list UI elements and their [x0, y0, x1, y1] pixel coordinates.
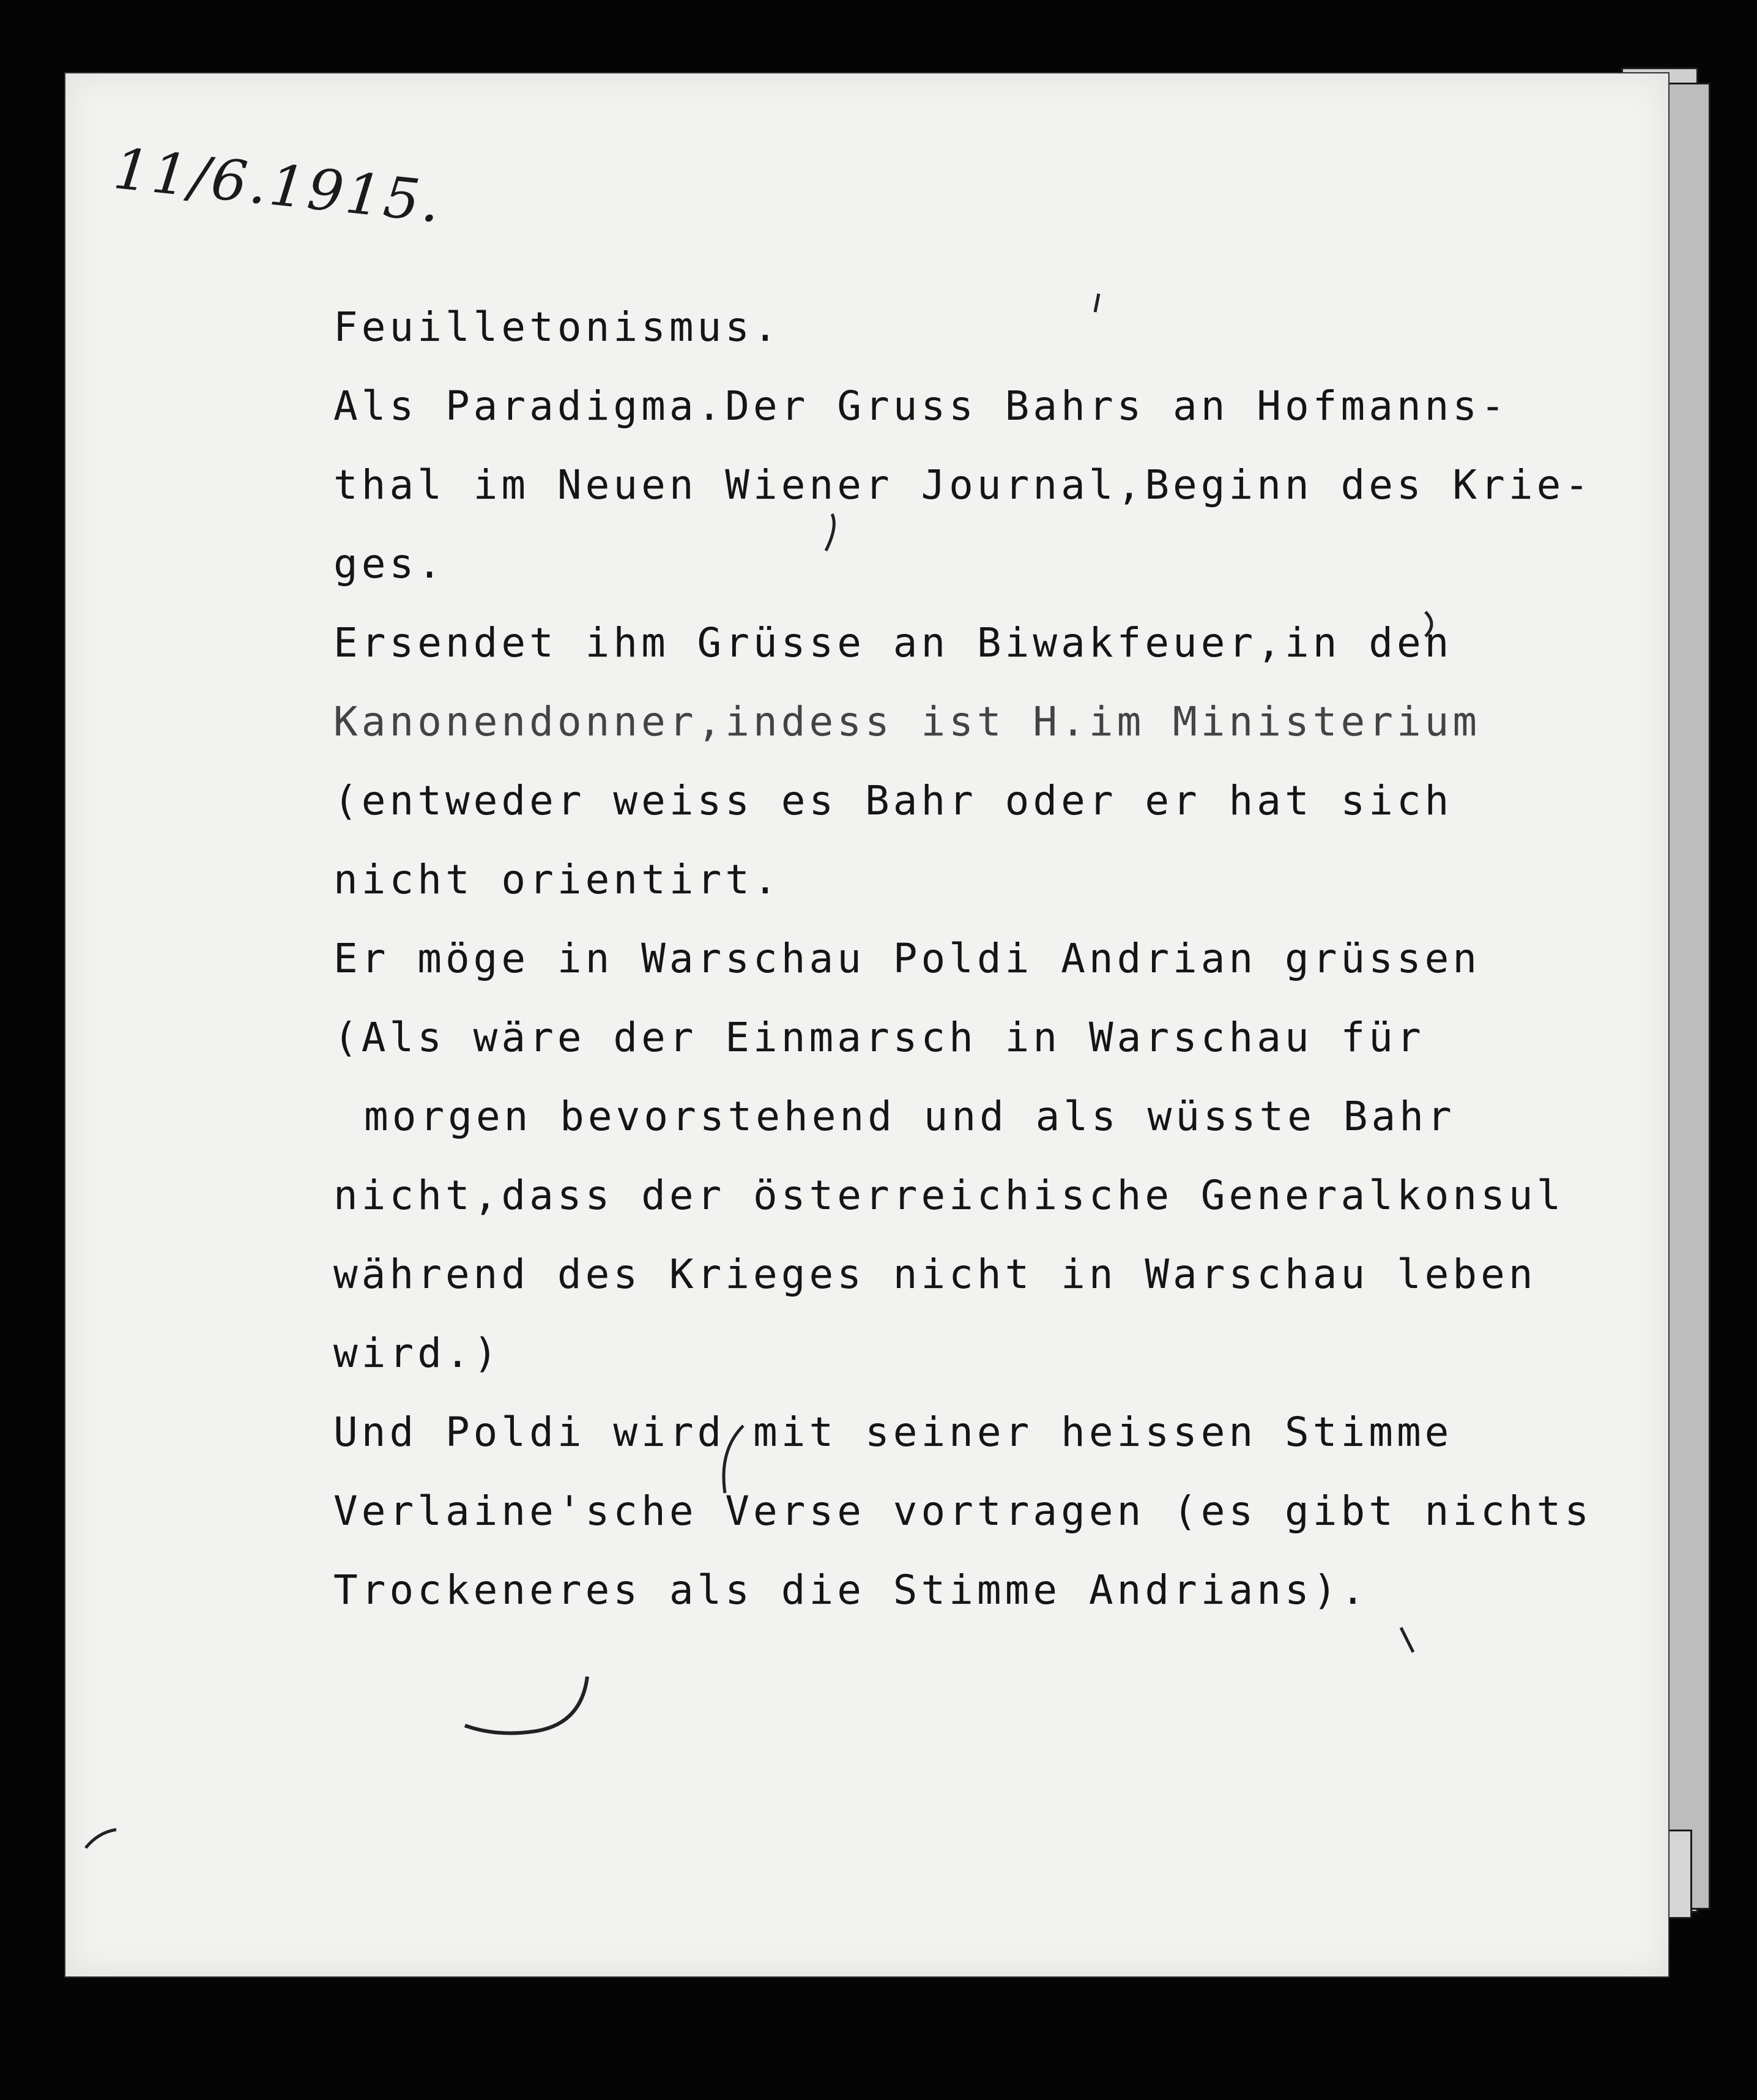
text-line: Feuilletonismus. [333, 303, 781, 351]
text-line: Kanonendonner,indess ist H.im Ministerium [333, 698, 1481, 745]
text-line: Er möge in Warschau Poldi Andrian grüssen [333, 935, 1481, 982]
text-line: nicht,dass der österreichische Generalkonsul [333, 1172, 1565, 1219]
text-line: (Als wäre der Einmarsch in Warschau für [333, 1014, 1425, 1061]
text-line: wird.) [333, 1330, 502, 1377]
text-line: Verlaine'sche Verse vortragen (es gibt nichts [333, 1488, 1593, 1535]
text-line: morgen bevorstehend und als wüsste Bahr [364, 1093, 1455, 1140]
text-line: Trockeneres als die Stimme Andrians). [333, 1566, 1369, 1614]
handwritten-date: 11/6.1915. [110, 136, 446, 236]
text-line: ges. [333, 540, 445, 587]
text-line: während des Krieges nicht in Warschau leben [333, 1251, 1537, 1298]
text-line: thal im Neuen Wiener Journal,Beginn des Krie- [333, 461, 1593, 508]
typed-text-block [333, 288, 1618, 1629]
text-line: (entweder weiss es Bahr oder er hat sich [333, 777, 1453, 824]
text-line: Als Paradigma.Der Gruss Bahrs an Hofmanns- [333, 382, 1509, 430]
text-line: Und Poldi wird mit seiner heissen Stimme [333, 1409, 1453, 1456]
text-line: Ersendet ihm Grüsse an Biwakfeuer,in den [333, 619, 1453, 666]
text-line: nicht orientirt. [333, 856, 781, 903]
